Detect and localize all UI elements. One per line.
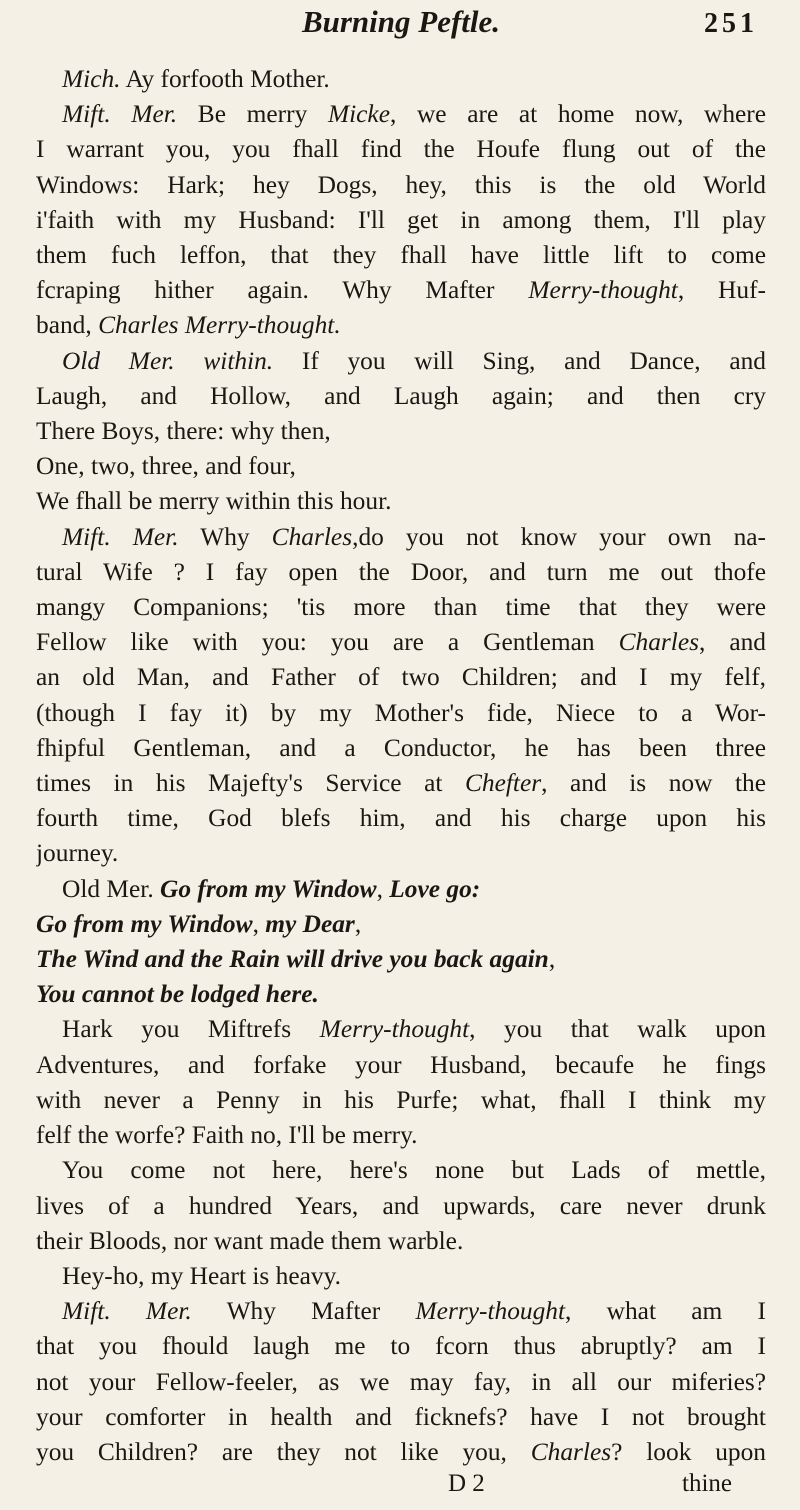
text-line (36, 1118, 766, 1153)
text-line (36, 590, 766, 625)
song-text: Go from my Window (160, 874, 377, 903)
text-line (36, 132, 766, 167)
text-run: , Huf- (677, 276, 766, 305)
text-line (36, 872, 766, 907)
italic-name: Charles (271, 522, 353, 551)
page-header (36, 0, 766, 62)
running-title: Burning Peftle. (301, 4, 501, 39)
text-run: Hey-ho, my Heart is heavy. (62, 1261, 341, 1290)
text-line (36, 766, 766, 801)
text-line (36, 1224, 766, 1259)
body-text (36, 62, 766, 1470)
text-line (36, 1400, 766, 1435)
text-line (36, 203, 766, 238)
text-run: tural Wife ? I fay open the Door, and turn me out thofe (36, 557, 766, 586)
text-run: , (252, 909, 266, 938)
italic-name: Micke (327, 100, 390, 129)
italic-name: Merry-thought (528, 276, 678, 305)
text-run: an old Man, and Father of two Children; and I my felf, (36, 663, 766, 692)
text-run: , we are at home now, where (389, 100, 766, 129)
song-text: my Dear (265, 909, 355, 938)
song-text: Love go: (389, 874, 481, 903)
italic-name: Charles (618, 628, 699, 657)
text-run: (though I fay it) by my Mother's fide, Niece to a Wor- (36, 698, 766, 727)
text-line (36, 1153, 766, 1188)
text-line (36, 344, 766, 379)
text-run: If you will Sing, and Dance, and (273, 346, 766, 375)
text-line (36, 168, 766, 203)
text-run: You come not here, here's none but Lads of mettle, (62, 1156, 766, 1185)
text-run: them fuch leffon, that they fhall have little lift to come (36, 241, 766, 270)
text-line (36, 942, 766, 977)
text-line (36, 1189, 766, 1224)
text-run: ,do you not know your own na- (352, 522, 766, 551)
text-line (36, 1083, 766, 1118)
song-text: The Wind and the Rain will drive you back again (36, 945, 549, 974)
text-line (36, 308, 766, 343)
speaker-name: Mift. Mer. (62, 522, 179, 551)
text-run: fcraping hither again. Why Mafter (36, 276, 529, 305)
text-line (36, 484, 766, 519)
text-line (36, 414, 766, 449)
text-line (36, 520, 766, 555)
speaker-name: Mift. Mer. (62, 100, 178, 129)
text-line (36, 555, 766, 590)
speaker-name: Old Mer. within. (62, 346, 274, 375)
text-run: ? look upon (611, 1437, 766, 1466)
text-run: with never a Penny in his Purfe; what, fhall I think my (36, 1085, 766, 1114)
text-line (36, 1012, 766, 1047)
text-run: mangy Companions; 'tis more than time that they were (36, 593, 766, 622)
text-run: Fellow like with you: you are a Gentleman (36, 628, 619, 657)
text-line (36, 62, 766, 97)
text-run: Ay forfooth Mother. (120, 65, 330, 93)
text-line (36, 273, 766, 308)
italic-name: Chefter (464, 769, 542, 798)
text-line (36, 696, 766, 731)
text-run: Be merry (177, 100, 328, 129)
catchword: thine (682, 1470, 732, 1498)
text-line (36, 449, 766, 484)
text-run: We fhall be merry within this hour. (36, 487, 392, 516)
text-line (36, 97, 766, 132)
page-number: 251 (704, 8, 758, 39)
text-run: Laugh, and Hollow, and Laugh again; and then cry (36, 381, 766, 410)
speaker-name: Mich. (62, 65, 121, 93)
text-line (36, 1365, 766, 1400)
italic-name: Charles (530, 1437, 612, 1466)
text-line (36, 625, 766, 660)
text-run: , and is now the (541, 769, 766, 798)
text-run: their Bloods, nor want made them warble. (36, 1226, 464, 1255)
text-line (36, 836, 766, 871)
text-line (36, 731, 766, 766)
text-run: journey. (36, 839, 119, 868)
text-run: lives of a hundred Years, and upwards, care never drunk (36, 1191, 766, 1220)
speaker-name: Mift. Mer. (62, 1297, 192, 1326)
text-run: Windows: Hark; hey Dogs, hey, this is the old World (36, 170, 766, 199)
speaker-name: Old Mer. (62, 874, 161, 903)
italic-name: Charles Merry-thought. (98, 311, 341, 340)
text-line (36, 379, 766, 414)
text-run: not your Fellow-feeler, as we may fay, in all our miferies? (36, 1367, 766, 1396)
text-line (36, 1435, 766, 1470)
text-run: , (354, 909, 362, 938)
text-line (36, 238, 766, 273)
text-run: band, (36, 311, 99, 340)
song-text: Go from my Window (36, 909, 253, 938)
text-line (36, 907, 766, 942)
text-line (36, 1294, 766, 1329)
text-run: you Children? are they not like you, (36, 1437, 531, 1466)
text-line (36, 1259, 766, 1294)
text-run: times in his Majefty's Service at (36, 769, 465, 798)
text-run: Why Mafter (191, 1297, 416, 1326)
italic-name: Merry-thought (319, 1015, 470, 1044)
text-run: , (548, 945, 556, 974)
page-footer (36, 1470, 766, 1510)
text-run: There Boys, there: why then, (36, 417, 331, 446)
signature-mark: D 2 (448, 1470, 485, 1498)
text-run: , and (699, 628, 766, 657)
text-run: Adventures, and forfake your Husband, becaufe he fings (36, 1050, 766, 1079)
song-text: You cannot be lodged here. (36, 980, 319, 1009)
text-run: One, two, three, and four, (36, 452, 296, 481)
text-run: fhipful Gentleman, and a Conductor, he has been three (36, 733, 766, 762)
text-line (36, 660, 766, 695)
text-run: I warrant you, you fhall find the Houfe flung out of the (36, 135, 766, 164)
text-run: , what am I (565, 1297, 766, 1326)
text-run: i'faith with my Husband: I'll get in among them, I'll play (36, 205, 766, 234)
text-run: your comforter in health and ficknefs? have I not brought (36, 1402, 766, 1431)
text-run: , (376, 874, 390, 903)
text-line (36, 977, 766, 1012)
italic-name: Merry-thought (415, 1297, 566, 1326)
text-run: , you that walk upon (469, 1015, 766, 1044)
text-run: Why (178, 522, 272, 551)
text-line (36, 1048, 766, 1083)
text-line (36, 1329, 766, 1364)
text-run: felf the worfe? Faith no, I'll be merry. (36, 1121, 418, 1150)
text-run: Hark you Miftrefs (62, 1015, 320, 1044)
text-line (36, 801, 766, 836)
text-run: that you fhould laugh me to fcorn thus abruptly? am I (36, 1332, 766, 1361)
text-run: fourth time, God blefs him, and his charge upon his (36, 804, 766, 833)
